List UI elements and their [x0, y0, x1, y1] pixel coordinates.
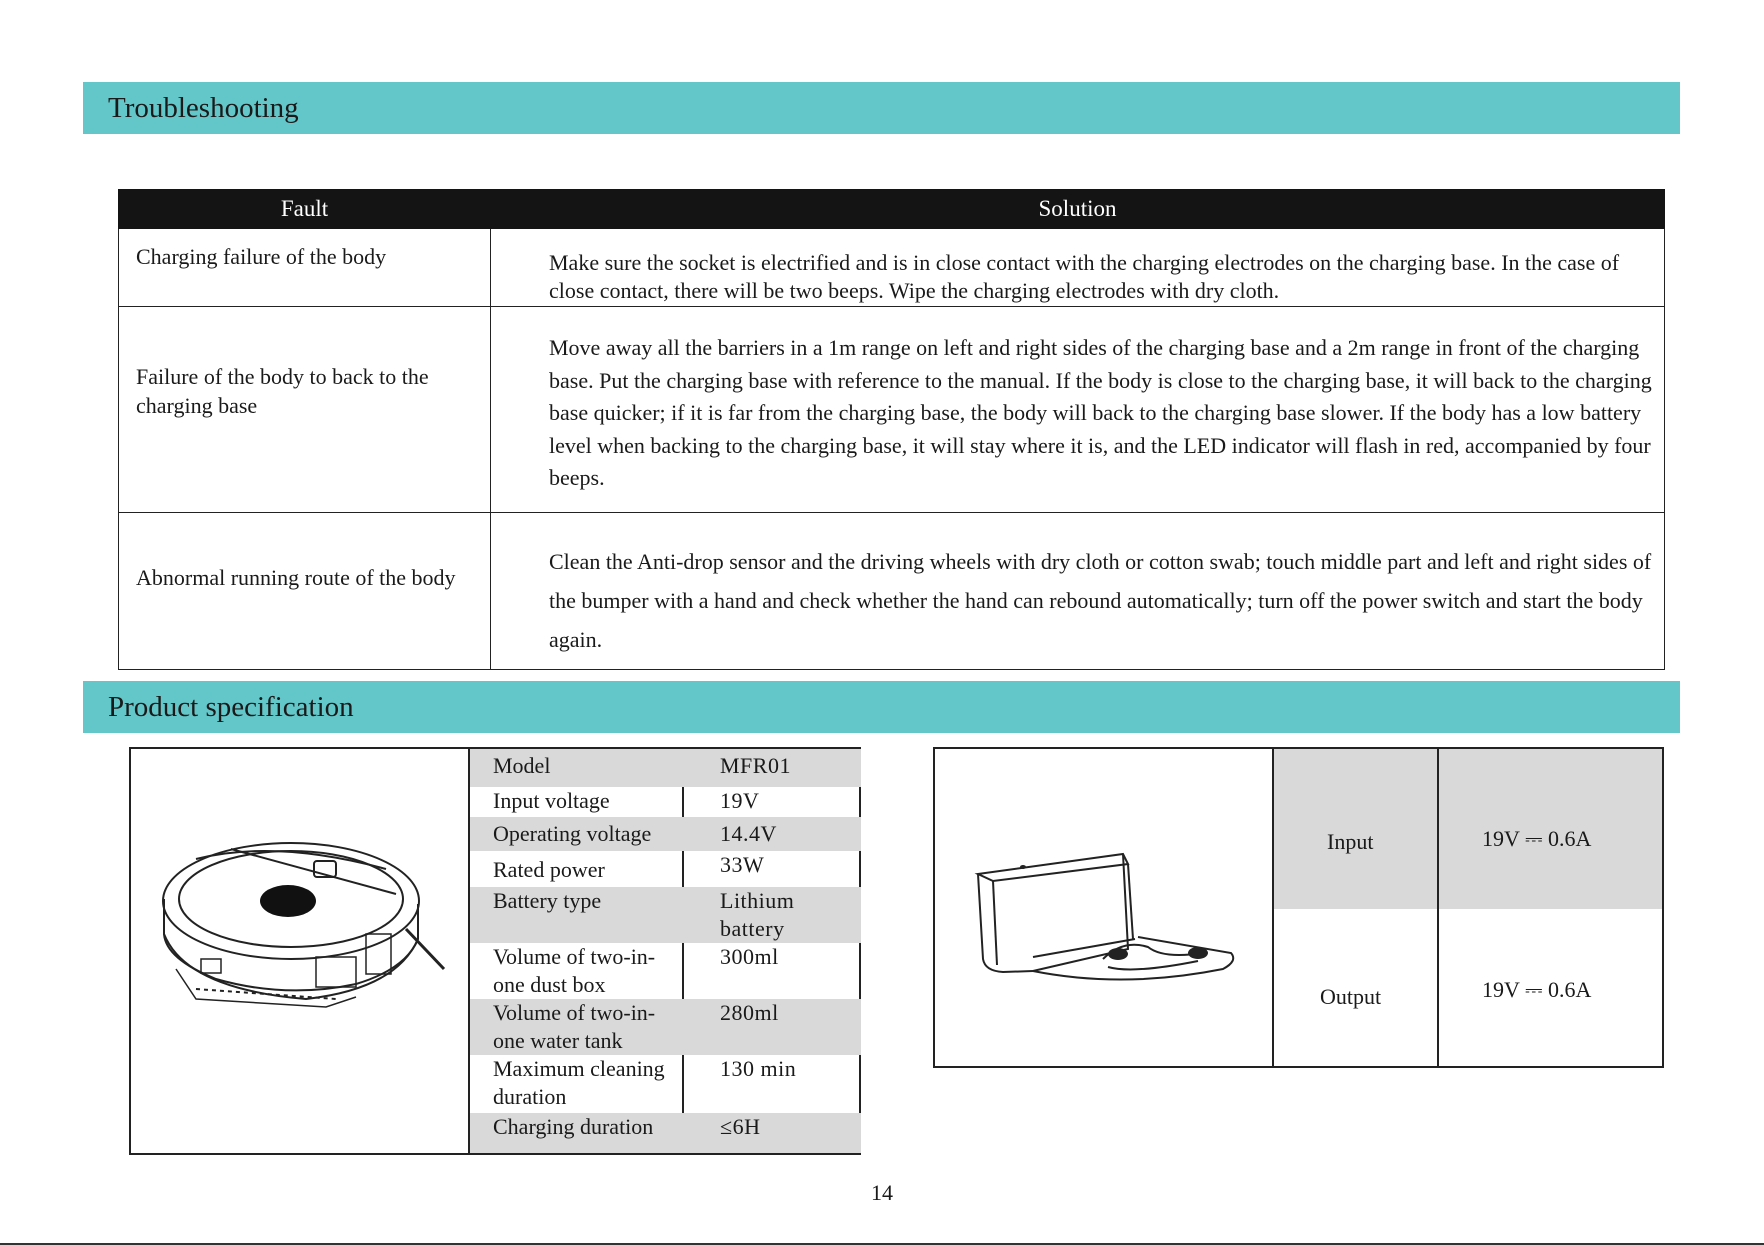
- spec-value: ≤6H: [720, 1114, 761, 1139]
- spec-value: 19V: [720, 788, 760, 813]
- specification-section-header: [83, 681, 1680, 733]
- table-row: [119, 307, 1665, 513]
- specification-title: Product specification: [108, 691, 354, 723]
- robot-vacuum-illustration: [156, 839, 446, 1029]
- spec-row: [470, 817, 861, 851]
- spec-label: Operating voltage: [493, 821, 652, 846]
- spec-row: [470, 999, 861, 1055]
- fault-column-header: Fault: [119, 190, 491, 229]
- table-header-row: [119, 190, 1665, 229]
- spec-row: [470, 943, 861, 999]
- spec-label: Rated power: [493, 857, 605, 882]
- fault-cell: Failure of the body to back to the charging base: [119, 307, 491, 513]
- solution-cell: Clean the Anti-drop sensor and the driving wheels with dry cloth or cotton swab; touch middle part and left and right sides of the bumper with a hand and check whether the hand can rebound automatically; turn off the power switch and start the body again.: [491, 513, 1665, 670]
- charger-specification-table: [933, 747, 1664, 1068]
- table-row: [119, 513, 1665, 670]
- fault-cell: Abnormal running route of the body: [119, 513, 491, 670]
- charging-base-illustration: [973, 849, 1243, 989]
- spec-value: 130 min: [720, 1056, 797, 1081]
- spec-row: [470, 1113, 861, 1153]
- page-number: 14: [871, 1180, 893, 1205]
- spec-row: [470, 887, 861, 943]
- output-label: Output: [1320, 984, 1382, 1009]
- spec-label: Model: [493, 753, 551, 778]
- spec-row: [470, 851, 861, 887]
- solution-cell: Move away all the barriers in a 1m range on left and right sides of the charging base and a 2m range in front of the charging base. Put the charging base with reference to the manual. If the body is close to the charging base, it will back to the charging base quicker; if it is far from the charging base, the body will back to the charging base slower. If the body has a low battery level when backing to the charging base, it will stay where it is, and the LED indicator will flash in red, accompanied by four beeps.: [491, 307, 1665, 513]
- spec-label: Maximum cleaning duration: [493, 1056, 665, 1109]
- solution-column-header: Solution: [491, 190, 1665, 229]
- output-value: 19V ⎓ 0.6A: [1482, 977, 1592, 1002]
- table-row: [119, 229, 1665, 307]
- spec-value: 14.4V: [720, 821, 777, 846]
- spec-row: [470, 787, 861, 817]
- spec-value: 33W: [720, 852, 765, 877]
- troubleshooting-table: [118, 189, 1665, 670]
- fault-cell: Charging failure of the body: [119, 229, 491, 307]
- spec-value: 280ml: [720, 1000, 779, 1025]
- input-value: 19V ⎓ 0.6A: [1482, 826, 1592, 851]
- spec-label: Input voltage: [493, 788, 610, 813]
- spec-row: [470, 1055, 861, 1113]
- spec-value: Lithium battery: [720, 888, 795, 941]
- input-label: Input: [1327, 829, 1374, 854]
- spec-label: Charging duration: [493, 1114, 654, 1139]
- spec-row: [470, 749, 861, 787]
- troubleshooting-section-header: [83, 82, 1680, 134]
- specification-table: [129, 747, 861, 1155]
- spec-label: Volume of two-in-one water tank: [493, 1000, 656, 1053]
- spec-value: 300ml: [720, 944, 779, 969]
- solution-cell: Make sure the socket is electrified and is in close contact with the charging electrodes on the charging base. In the case of close contact, there will be two beeps. Wipe the charging electrodes with dry cloth.: [491, 229, 1665, 307]
- troubleshooting-title: Troubleshooting: [108, 92, 299, 124]
- spec-label: Volume of two-in-one dust box: [493, 944, 656, 997]
- spec-label: Battery type: [493, 888, 602, 913]
- spec-value: MFR01: [720, 753, 791, 778]
